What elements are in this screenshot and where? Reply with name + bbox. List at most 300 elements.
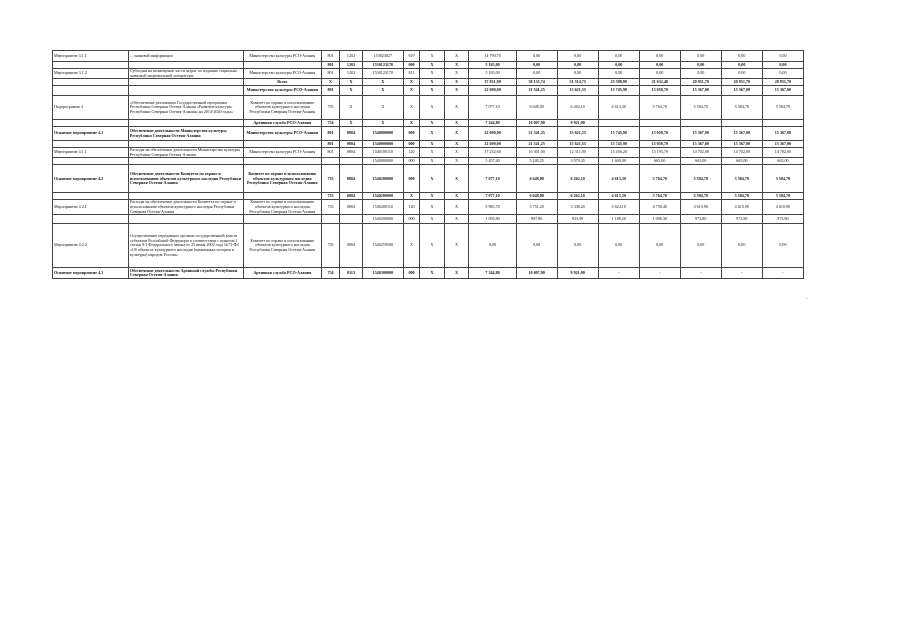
table-cell: 1540200000 xyxy=(362,165,403,193)
table-cell: 973,80 xyxy=(721,215,762,224)
table-cell xyxy=(639,120,680,127)
table-cell: 1202 xyxy=(340,51,363,62)
table-cell: 22 690,00 xyxy=(469,127,516,141)
table-cell: X xyxy=(444,224,469,268)
table-cell: 15 367,00 xyxy=(680,127,721,141)
table-cell: 0,00 xyxy=(516,51,557,62)
table-row xyxy=(53,51,804,62)
table-cell: 31 514,75 xyxy=(557,79,598,86)
table-cell xyxy=(53,193,129,200)
table-cell: X xyxy=(444,62,469,69)
table-cell: 1 006,30 xyxy=(639,215,680,224)
table-cell: X xyxy=(420,86,445,96)
table-cell: 21 541,25 xyxy=(516,127,557,141)
table-cell: 1540000000 xyxy=(362,141,403,148)
table-cell: 4 613,30 xyxy=(598,96,639,120)
table-cell xyxy=(53,62,129,69)
table-cell: 7 077,10 xyxy=(469,165,516,193)
table-cell: 801 xyxy=(321,69,339,79)
table-cell: 1540100110 xyxy=(362,148,403,158)
table-cell: 000 xyxy=(403,268,419,279)
table-cell: 811 xyxy=(403,69,419,79)
table-cell: Мероприятие 3.1.2 xyxy=(53,69,129,79)
table-cell: 0,00 xyxy=(598,224,639,268)
table-cell: X xyxy=(420,120,445,127)
table-cell xyxy=(128,86,243,96)
table-cell: 754 xyxy=(321,268,339,279)
trailing-mark: - xyxy=(806,296,808,301)
table-cell: Расходы на обеспечение деятельности Комитета по охране и использованию объектов культурного наследия Республики Северная Осетия-Алания xyxy=(128,200,243,215)
table-cell: 0804 xyxy=(340,200,363,215)
table-cell: 15 745,90 xyxy=(598,127,639,141)
table-cell: 000 xyxy=(403,62,419,69)
table-cell xyxy=(128,120,243,127)
table-cell: X xyxy=(403,224,419,268)
table-row xyxy=(53,193,804,200)
table-cell: 000 xyxy=(403,215,419,224)
table-cell: 15 367,00 xyxy=(762,127,803,141)
table-cell: X xyxy=(420,141,445,148)
table-cell: Министерство культуры РСО-Алания xyxy=(243,86,321,96)
table-cell: 0,00 xyxy=(516,69,557,79)
table-cell: Основное мероприятие 4.1 xyxy=(53,127,129,141)
table-cell: X xyxy=(420,127,445,141)
table-cell: X xyxy=(444,148,469,158)
table-cell xyxy=(53,120,129,127)
table-cell: 665,00 xyxy=(721,158,762,165)
table-cell: 801 xyxy=(321,127,339,141)
table-cell xyxy=(53,158,129,165)
table-cell xyxy=(243,158,321,165)
table-cell: X xyxy=(420,200,445,215)
table-row xyxy=(53,158,804,165)
table-cell: 15 367,00 xyxy=(680,141,721,148)
table-cell: Всего xyxy=(243,79,321,86)
table-cell: X xyxy=(321,79,339,86)
table-cell: 5 165,00 xyxy=(469,69,516,79)
table-cell: 5 584,70 xyxy=(721,165,762,193)
table-cell: 15 367,00 xyxy=(721,141,762,148)
table-cell xyxy=(243,141,321,148)
table-cell: 16 301,00 xyxy=(516,148,557,158)
table-cell: 5 965,70 xyxy=(469,200,516,215)
table-cell: Комитет по охране и использованию объектов культурного наследия Республики Северная Осетия-Алания xyxy=(243,96,321,120)
table-cell: 665,00 xyxy=(762,158,803,165)
table-cell: 0,00 xyxy=(639,224,680,268)
table-cell: 6 262,10 xyxy=(557,96,598,120)
table-cell: 1540200000 xyxy=(362,215,403,224)
table-cell: X xyxy=(444,127,469,141)
table-cell xyxy=(243,193,321,200)
table-cell: 0804 xyxy=(340,165,363,193)
table-cell: 15 193,70 xyxy=(639,148,680,158)
table-row xyxy=(53,165,804,193)
table-cell: Основное мероприятие 4.3 xyxy=(53,268,129,279)
table-cell: 12 311,00 xyxy=(557,148,598,158)
table-cell: 17 232,60 xyxy=(469,148,516,158)
table-cell: 7 244,80 xyxy=(469,268,516,279)
table-cell: 5 338,20 xyxy=(557,200,598,215)
table-cell: X xyxy=(340,120,363,127)
table-cell: X xyxy=(403,79,419,86)
table-cell: - xyxy=(762,268,803,279)
budget-table-page xyxy=(52,50,804,279)
table-cell: 0,00 xyxy=(557,69,598,79)
table-cell: Основное мероприятие 4.2 xyxy=(53,165,129,193)
table-cell: 5 751,20 xyxy=(516,200,557,215)
table-cell: X xyxy=(403,86,419,96)
table-cell: 5 764,70 xyxy=(639,193,680,200)
table-cell xyxy=(243,215,321,224)
table-cell xyxy=(721,120,762,127)
table-cell: 15 367,00 xyxy=(762,141,803,148)
table-cell: 20 951,70 xyxy=(721,79,762,86)
table-cell: X xyxy=(362,79,403,86)
table-cell: 923,90 xyxy=(557,215,598,224)
table-cell: 0,00 xyxy=(680,51,721,62)
table-cell: 0,00 xyxy=(639,51,680,62)
table-cell: X xyxy=(444,51,469,62)
table-cell: 5 584,70 xyxy=(721,193,762,200)
table-cell: 3 624,10 xyxy=(598,200,639,215)
table-cell: Мероприятие 4.2.1 xyxy=(53,200,129,215)
table-row xyxy=(53,62,804,69)
table-cell: 1540000000 xyxy=(362,127,403,141)
table-cell: 6 648,00 xyxy=(516,165,557,193)
budget-table-body xyxy=(53,51,804,279)
table-cell: 120 xyxy=(403,200,419,215)
table-cell: X xyxy=(420,79,445,86)
table-cell: 754 xyxy=(321,120,339,127)
table-cell: 000 xyxy=(403,158,419,165)
table-cell: 5 584,70 xyxy=(762,96,803,120)
table-row xyxy=(53,215,804,224)
table-cell: 7 077,10 xyxy=(469,96,516,120)
table-cell xyxy=(53,215,129,224)
table-cell: Министерство культуры РСО-Алания xyxy=(243,148,321,158)
table-cell: X xyxy=(420,51,445,62)
table-cell: 0804 xyxy=(340,193,363,200)
table-cell: X xyxy=(362,120,403,127)
table-cell: 735 xyxy=(321,193,339,200)
table-cell: 619 xyxy=(403,51,419,62)
table-cell: 0,00 xyxy=(721,69,762,79)
table-cell: Обеспечение деятельности Министерства культуры Республики Северная Осетия-Алания xyxy=(128,127,243,141)
table-cell: 4 610,90 xyxy=(721,200,762,215)
table-cell: 0,00 xyxy=(639,62,680,69)
table-cell: X xyxy=(340,86,363,96)
table-cell: Обеспечение деятельности Комитета по охране и использованию объектов культурного наследия Республики Северная Осетия-Алания xyxy=(128,165,243,193)
table-row xyxy=(53,148,804,158)
table-cell: 0,00 xyxy=(516,62,557,69)
table-cell xyxy=(128,79,243,86)
table-cell: 153023027 xyxy=(362,51,403,62)
table-cell: X xyxy=(444,268,469,279)
table-cell: X xyxy=(444,141,469,148)
table-cell: «Обеспечение реализации Государственной программы Республики Северная Осетия-Алания «Развитие культуры Республики Северная Осетия-Алания» на 2014-2020 годы» xyxy=(128,96,243,120)
table-cell: X xyxy=(420,158,445,165)
table-cell: X xyxy=(420,62,445,69)
table-cell: Обеспечение деятельности Архивной службы Республики Северная Осетия-Алания xyxy=(128,268,243,279)
table-cell: 15 058,70 xyxy=(639,127,680,141)
table-row xyxy=(53,96,804,120)
table-cell: 37 031,90 xyxy=(469,79,516,86)
table-cell: 801 xyxy=(321,51,339,62)
table-cell: 6 648,00 xyxy=(516,193,557,200)
table-cell: 14 702,00 xyxy=(680,148,721,158)
table-cell: 0,00 xyxy=(721,224,762,268)
table-cell xyxy=(340,215,363,224)
table-cell: 735 xyxy=(321,200,339,215)
table-cell xyxy=(128,193,243,200)
table-cell xyxy=(598,120,639,127)
table-cell: - xyxy=(598,268,639,279)
table-cell: 120 xyxy=(403,148,419,158)
table-cell: 0,00 xyxy=(762,69,803,79)
table-cell: 1530123170 xyxy=(362,62,403,69)
table-cell: 5 764,70 xyxy=(639,96,680,120)
table-cell: 0113 xyxy=(340,268,363,279)
table-cell: Мероприятие 3.1.1 xyxy=(53,51,129,62)
table-cell: 897,80 xyxy=(516,215,557,224)
table-cell: 15 367,00 xyxy=(680,86,721,96)
table-cell: 000 xyxy=(403,141,419,148)
table-cell: X xyxy=(362,86,403,96)
table-cell xyxy=(53,86,129,96)
table-row xyxy=(53,200,804,215)
table-cell: 4 610,90 xyxy=(680,200,721,215)
table-cell: X xyxy=(420,224,445,268)
table-cell: 5 240,25 xyxy=(516,158,557,165)
table-cell: 000 xyxy=(403,127,419,141)
table-cell: 735 xyxy=(321,224,339,268)
table-cell: Осуществление переданных органам государственной власти субъектов Российской Федерации в соответствии с пунктом 1 статьи 9.1 Федерального закона от 25 июня 2002 года №73-ФЗ «Об объектах культурного наследия (памятниках истории и культуры) народов России» xyxy=(128,224,243,268)
table-cell: 10 007,90 xyxy=(516,120,557,127)
table-cell: Расходы на обеспечение деятельности Министерства культуры Республики Северная Осетия-Алания xyxy=(128,148,243,158)
table-cell: 22 690,00 xyxy=(469,86,516,96)
table-cell xyxy=(680,120,721,127)
table-cell: 25 588,80 xyxy=(598,79,639,86)
table-cell: X xyxy=(340,96,363,120)
budget-table xyxy=(52,50,804,279)
table-row xyxy=(53,86,804,96)
table-cell: 15 367,00 xyxy=(721,86,762,96)
table-row xyxy=(53,120,804,127)
table-cell: 22 690,00 xyxy=(469,141,516,148)
table-cell: 21 541,25 xyxy=(516,141,557,148)
table-cell: 0,00 xyxy=(680,69,721,79)
table-cell: 15 621,55 xyxy=(557,86,598,96)
table-cell: 14 702,00 xyxy=(762,148,803,158)
table-row xyxy=(53,141,804,148)
table-cell: Подпрограмма 4 xyxy=(53,96,129,120)
table-cell xyxy=(340,158,363,165)
table-cell: 5 584,70 xyxy=(762,165,803,193)
table-cell: X xyxy=(444,200,469,215)
table-cell: 1202 xyxy=(340,69,363,79)
table-cell: 15 058,70 xyxy=(639,141,680,148)
table-cell xyxy=(53,141,129,148)
table-cell: - xyxy=(639,268,680,279)
table-cell: Комитет по охране и использованию объектов культурного наследия Республики Северная Осетия-Алания xyxy=(243,165,321,193)
table-cell: 5 584,70 xyxy=(721,96,762,120)
table-cell: 5 584,70 xyxy=(680,96,721,120)
table-cell: 0804 xyxy=(340,141,363,148)
table-cell: 15 621,55 xyxy=(557,141,598,148)
table-cell: 7 077,10 xyxy=(469,193,516,200)
table-cell: - xyxy=(721,268,762,279)
table-cell: X xyxy=(420,215,445,224)
table-cell xyxy=(243,62,321,69)
table-cell: 15 745,90 xyxy=(598,86,639,96)
table-cell: 1540300000 xyxy=(362,268,403,279)
table-cell: Министерство культуры РСО-Алания xyxy=(243,127,321,141)
table-cell xyxy=(53,79,129,86)
table-cell: 21 541,25 xyxy=(516,86,557,96)
table-cell: 21 632,40 xyxy=(639,79,680,86)
table-cell: 0,00 xyxy=(721,51,762,62)
table-cell: X xyxy=(444,120,469,127)
table-cell: 1540200000 xyxy=(362,193,403,200)
table-cell: 15 621,55 xyxy=(557,127,598,141)
table-row xyxy=(53,69,804,79)
table-cell: Комитет по охране и использованию объектов культурного наследия Республики Северная Осетия-Алания xyxy=(243,224,321,268)
table-cell: 4 613,30 xyxy=(598,193,639,200)
table-row xyxy=(53,224,804,268)
table-cell: X xyxy=(340,79,363,86)
table-cell: X xyxy=(420,165,445,193)
table-cell: 0,00 xyxy=(516,224,557,268)
table-cell: 1 093,80 xyxy=(469,215,516,224)
table-cell: X xyxy=(444,86,469,96)
table-cell: 1530123170 xyxy=(362,69,403,79)
table-cell: 4 610,90 xyxy=(762,200,803,215)
table-cell: 6 648,00 xyxy=(516,96,557,120)
table-cell: 9 921,00 xyxy=(557,268,598,279)
table-cell: 1540000000 xyxy=(362,158,403,165)
table-cell: X xyxy=(403,193,419,200)
table-cell: 3 079,45 xyxy=(557,158,598,165)
table-cell: X xyxy=(444,69,469,79)
table-cell: X xyxy=(444,215,469,224)
table-cell: 14 702,00 xyxy=(721,148,762,158)
table-cell: 7 244,80 xyxy=(469,120,516,127)
table-cell: 0804 xyxy=(340,224,363,268)
table-cell: 6 262,10 xyxy=(557,165,598,193)
table-cell: X xyxy=(444,165,469,193)
table-cell: 1540200110 xyxy=(362,200,403,215)
table-cell: 0804 xyxy=(340,148,363,158)
table-cell: Мероприятие 4.1.1 xyxy=(53,148,129,158)
table-cell: 0,00 xyxy=(598,62,639,69)
table-cell: Субсидии на возмещение части затрат по изданию социально значимой национальной литературы xyxy=(128,69,243,79)
table-cell xyxy=(321,158,339,165)
table-cell: X xyxy=(403,120,419,127)
table-cell: 0,00 xyxy=(721,62,762,69)
table-cell: 735 xyxy=(321,165,339,193)
table-cell xyxy=(128,62,243,69)
table-cell: 801 xyxy=(321,141,339,148)
table-cell: 5 165,00 xyxy=(469,62,516,69)
table-cell: 5 584,70 xyxy=(762,193,803,200)
table-cell xyxy=(128,215,243,224)
table-cell: - xyxy=(680,268,721,279)
table-cell: X xyxy=(420,268,445,279)
table-cell: …знаковой информации xyxy=(128,51,243,62)
table-cell: Мероприятие 4.2.2 xyxy=(53,224,129,268)
table-cell: 15 058,70 xyxy=(639,86,680,96)
table-cell: X xyxy=(444,158,469,165)
table-cell: 1202 xyxy=(340,62,363,69)
table-cell: 0,00 xyxy=(557,62,598,69)
table-cell: 0804 xyxy=(340,127,363,141)
table-cell: X xyxy=(420,69,445,79)
table-cell: 801 xyxy=(321,62,339,69)
table-cell: Министерство культуры РСО-Алания xyxy=(243,51,321,62)
table-cell: X xyxy=(403,96,419,120)
table-row xyxy=(53,127,804,141)
table-cell: 973,80 xyxy=(680,215,721,224)
table-row xyxy=(53,268,804,279)
table-cell: 5 584,70 xyxy=(680,165,721,193)
table-cell: 5 584,70 xyxy=(680,193,721,200)
table-cell: 15 367,00 xyxy=(721,127,762,141)
table-cell: 9 921,00 xyxy=(557,120,598,127)
table-cell: 20 951,70 xyxy=(680,79,721,86)
table-cell: 735 xyxy=(321,96,339,120)
table-cell: 665,00 xyxy=(639,158,680,165)
table-cell: X xyxy=(420,193,445,200)
table-cell: 973,80 xyxy=(762,215,803,224)
table-cell: 0,00 xyxy=(469,224,516,268)
table-cell: X xyxy=(444,79,469,86)
table-cell: 4 613,30 xyxy=(598,165,639,193)
table-cell: 15 367,00 xyxy=(762,86,803,96)
table-cell: Комитет по охране и использованию объектов культурного наследия Республики Северная Осетия-Алания xyxy=(243,200,321,215)
table-cell: 0,00 xyxy=(762,62,803,69)
table-cell: X xyxy=(420,96,445,120)
table-cell xyxy=(128,141,243,148)
table-cell: 4 758,40 xyxy=(639,200,680,215)
table-cell: X xyxy=(444,96,469,120)
table-cell: 0,00 xyxy=(762,224,803,268)
table-cell: X xyxy=(420,148,445,158)
table-cell: Архивная служба РСО-Алания xyxy=(243,268,321,279)
table-cell: 665,00 xyxy=(680,158,721,165)
table-cell: 0,00 xyxy=(762,51,803,62)
table-cell: 0,00 xyxy=(557,51,598,62)
table-cell: 1 189,20 xyxy=(598,215,639,224)
table-cell: 801 xyxy=(321,148,339,158)
table-cell: 6 262,10 xyxy=(557,193,598,200)
table-row xyxy=(53,79,804,86)
table-cell: 5 764,70 xyxy=(639,165,680,193)
table-cell: 0,00 xyxy=(680,224,721,268)
table-cell: Министерство культуры РСО-Алания xyxy=(243,69,321,79)
table-cell: 0,00 xyxy=(598,69,639,79)
table-cell xyxy=(128,158,243,165)
table-cell: 5 457,40 xyxy=(469,158,516,165)
table-cell: 10 007,90 xyxy=(516,268,557,279)
table-cell: 0,00 xyxy=(598,51,639,62)
table-cell: 0,00 xyxy=(680,62,721,69)
table-cell: 0,00 xyxy=(639,69,680,79)
table-cell: 20 951,70 xyxy=(762,79,803,86)
table-cell: X xyxy=(362,96,403,120)
table-cell: Архивная служба РСО-Алания xyxy=(243,120,321,127)
table-cell: X xyxy=(444,193,469,200)
table-cell: 38 135,74 xyxy=(516,79,557,86)
